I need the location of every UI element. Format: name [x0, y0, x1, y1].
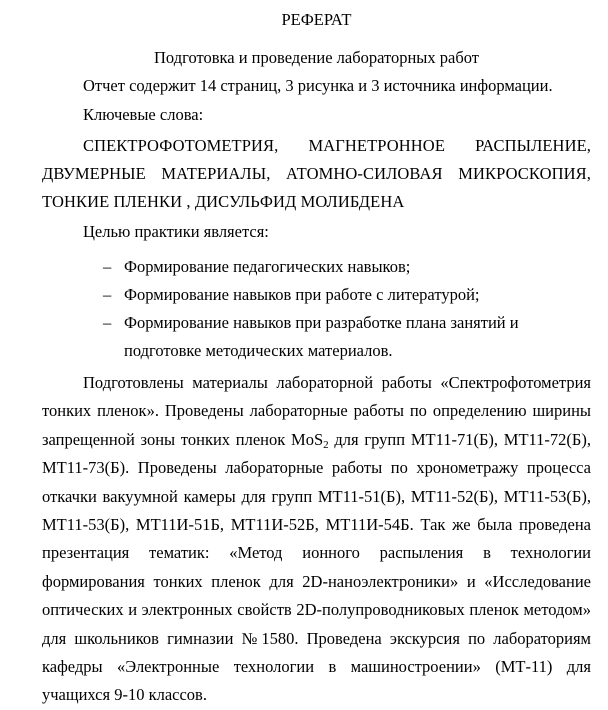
list-item	[42, 281, 591, 309]
list-item-text: Формирование навыков при работе с литературой;	[124, 285, 480, 304]
goal-list	[42, 253, 591, 365]
report-summary: Отчет содержит 14 страниц, 3 рисунка и 3 источника информации.	[83, 76, 553, 95]
list-item-text: Формирование педагогических навыков;	[124, 257, 411, 276]
body-text-part2: для групп МТ11-71(Б), МТ11-72(Б), МТ11-73(Б). Проведены лабораторные работы по хронометражу процесса откачки вакуумной камеры для групп МТ11-51(Б), МТ11-52(Б), МТ11-53(Б), МТ11-53(Б), МТ11И-51Б, МТ11И-52Б, МТ11И-54Б. Так же была проведена презентация тематик: «Метод ионного распыления в технологии формирования тонких пленок для 2D-наноэлектроники» и «Исследование оптических и электронных свойств 2D-полупроводниковых пленок методом» для школьников гимназии №1580. Проведена экскурсия по лабораториям кафедры «Электронные технологии в машиностроении» (МТ-11) для учащихся 9-10 классов.	[42, 429, 592, 705]
document-page	[42, 0, 591, 710]
list-dash: –	[103, 285, 112, 304]
keywords-text: СПЕКТРОФОТОМЕТРИЯ, МАГНЕТРОННОЕ РАСПЫЛЕНИЕ, ДВУМЕРНЫЕ МАТЕРИАЛЫ, АТОМНО-СИЛОВАЯ МИКРОСКОПИЯ, ТОНКИЕ ПЛЕНКИ , ДИСУЛЬФИД МОЛИБДЕНА	[42, 136, 591, 211]
list-dash: –	[103, 257, 112, 276]
keywords-label: Ключевые слова:	[83, 105, 204, 124]
page-title: РЕФЕРАТ	[281, 10, 352, 29]
goal-label: Целью практики является:	[83, 222, 269, 241]
list-item	[42, 253, 591, 281]
body-text-part1: Подготовлены материалы лабораторной работы «Спектрофотометрия тонких пленок». Проведены лабораторные работы по определению ширины запрещенной зоны тонких пленок MoS	[42, 373, 591, 449]
list-item-text: Формирование навыков при разработке плана занятий и подготовке методических материалов.	[124, 313, 519, 360]
subscript: 2	[323, 438, 329, 451]
document-subtitle: Подготовка и проведение лабораторных работ	[154, 48, 479, 67]
list-dash: –	[103, 313, 112, 332]
body-paragraph	[42, 369, 591, 710]
list-item	[42, 309, 591, 365]
